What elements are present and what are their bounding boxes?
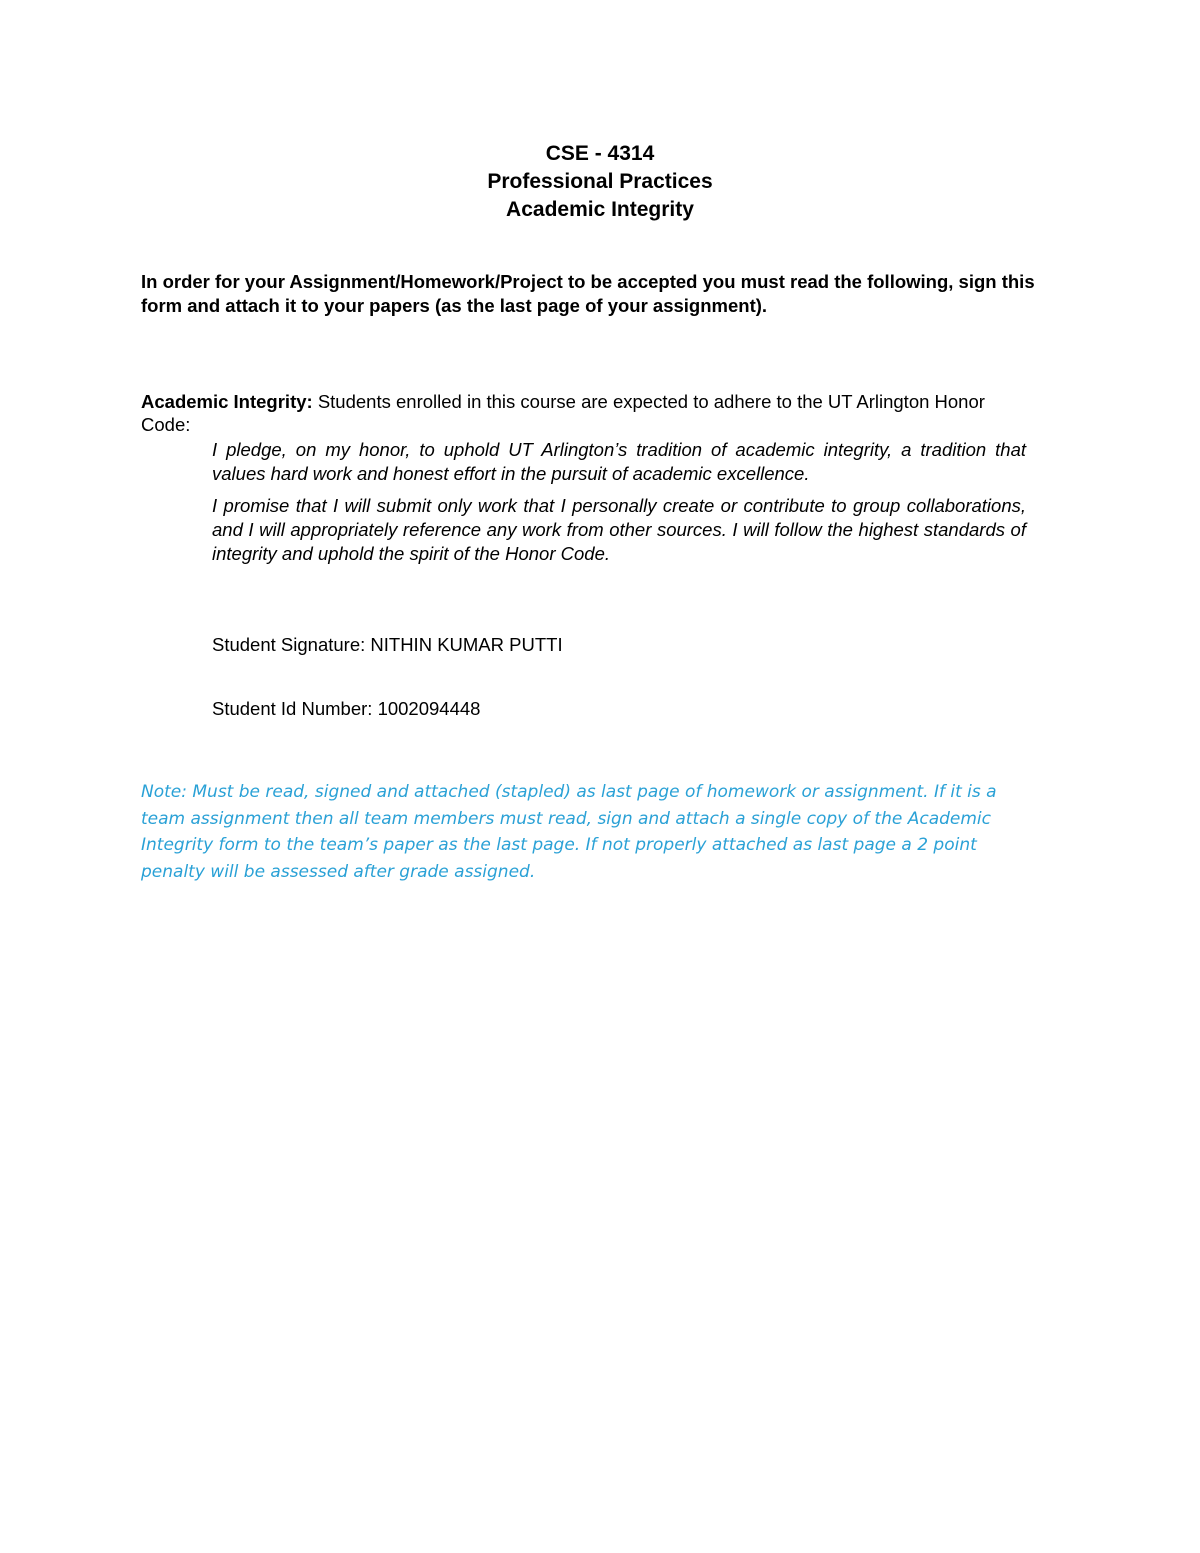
instruction-paragraph: In order for your Assignment/Homework/Project to be accepted you must read the following, sign this form and attach it to your papers (as the last page of your assignment). bbox=[141, 271, 1035, 316]
document-header bbox=[0, 140, 1200, 224]
note-paragraph: Note: Must be read, signed and attached (stapled) as last page of homework or assignment. If it is a team assignment then all team members must read, sign and attach a single copy of the Academic Integrity form to the team’s paper as the last page. If not properly attached as last page a 2 point penalty will be assessed after grade assigned. bbox=[141, 782, 997, 882]
student-id-value: 1002094448 bbox=[377, 698, 481, 719]
signature-value: NITHIN KUMAR PUTTI bbox=[370, 634, 563, 655]
honor-pledge-1: I pledge, on my honor, to uphold UT Arlington’s tradition of academic integrity, a tradition that values hard work and honest effort in the pursuit of academic excellence. bbox=[212, 439, 1026, 484]
integrity-intro bbox=[141, 390, 1026, 436]
integrity-intro-text: Students enrolled in this course are expected to adhere to the UT Arlington Honor Code: bbox=[141, 391, 985, 435]
honor-pledge-2: I promise that I will submit only work that I personally create or contribute to group collaborations, and I will appropriately reference any work from other sources. I will follow the highest standards of integrity and uphold the spirit of the Honor Code. bbox=[212, 495, 1026, 564]
signature-label: Student Signature: bbox=[212, 634, 371, 655]
student-id-label: Student Id Number: bbox=[212, 698, 378, 719]
course-code: CSE - 4314 bbox=[545, 142, 655, 165]
student-id-line bbox=[212, 697, 480, 721]
integrity-label: Academic Integrity: bbox=[141, 391, 313, 412]
student-signature-line bbox=[212, 633, 563, 657]
document-title: Academic Integrity bbox=[506, 198, 694, 221]
integrity-section bbox=[141, 390, 1026, 566]
course-subject: Professional Practices bbox=[487, 170, 713, 193]
